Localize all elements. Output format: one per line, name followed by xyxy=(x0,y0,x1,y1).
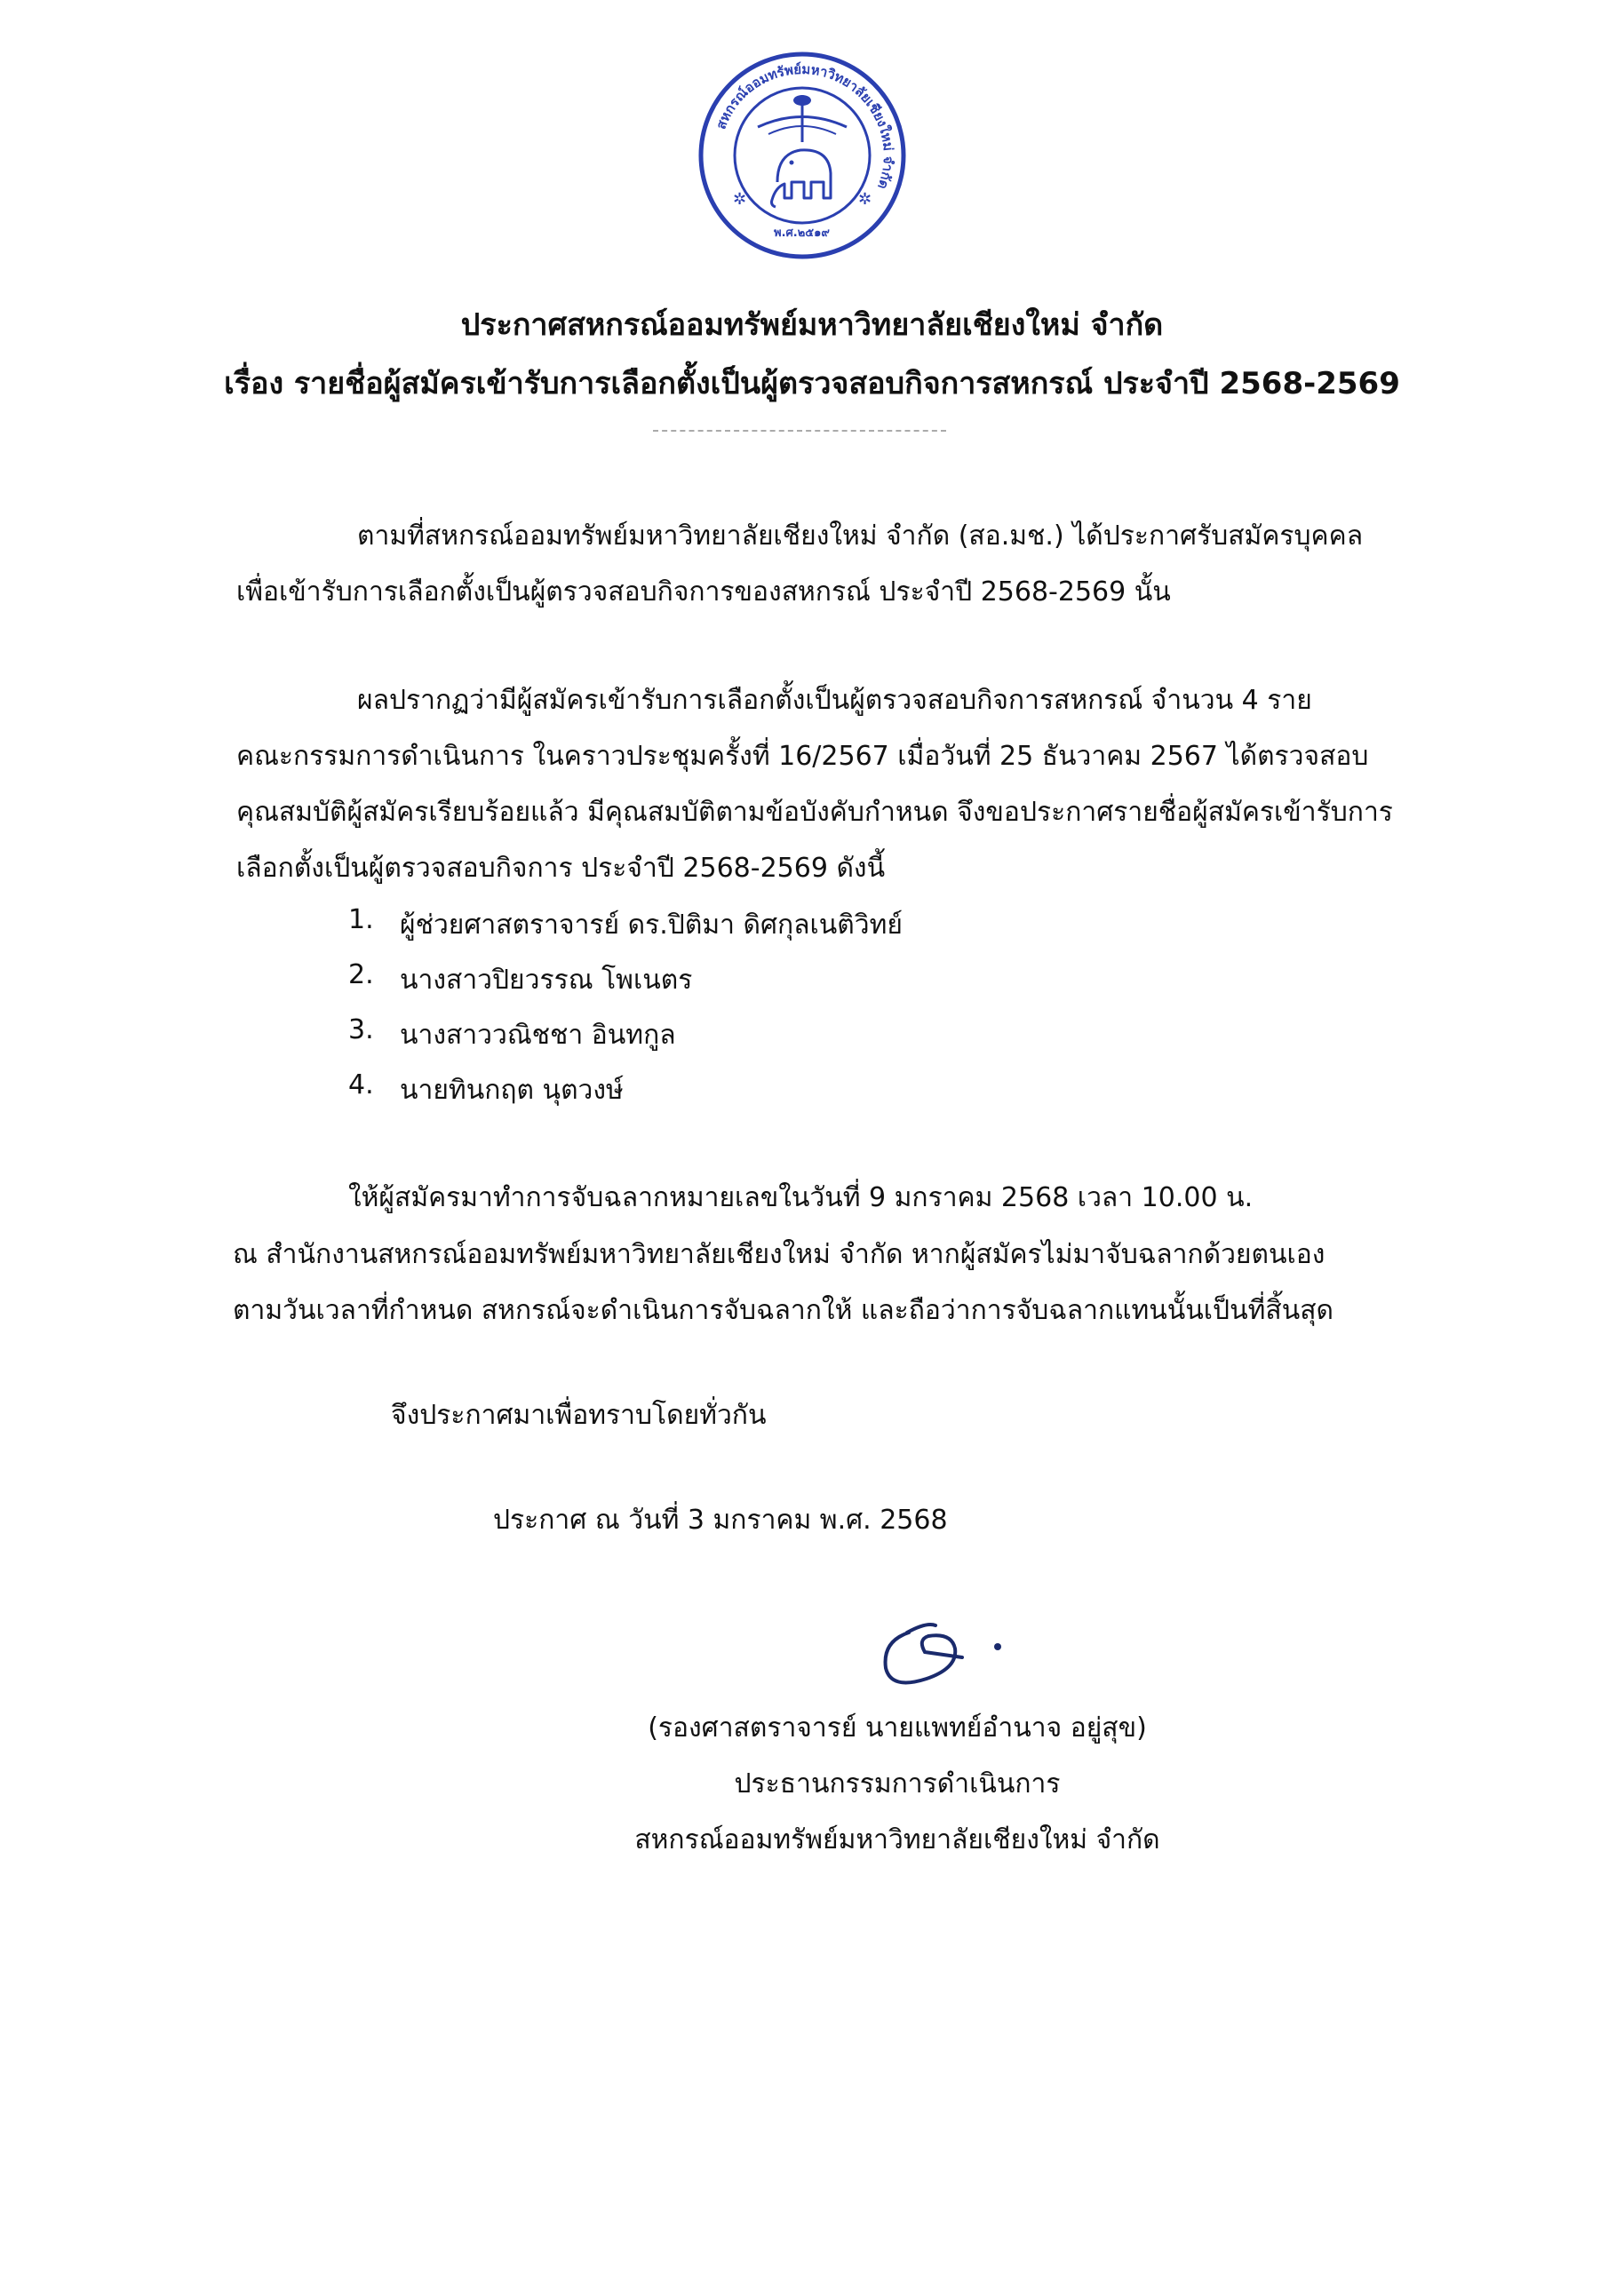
candidate-number: 2. xyxy=(348,959,374,990)
candidate-name: นางสาวปิยวรรณ โพเนตร xyxy=(400,965,693,996)
candidate-number: 3. xyxy=(348,1014,374,1045)
para2-line1: ผลปรากฏว่ามีผู้สมัครเข้ารับการเลือกตั้งเป็นผู้ตรวจสอบกิจการสหกรณ์ จำนวน 4 ราย xyxy=(357,685,1312,716)
para3-line3: ตามวันเวลาที่กำหนด สหกรณ์จะดำเนินการจับฉลากให้ และถือว่าการจับฉลากแทนนั้นเป็นที่สิ้นสุด xyxy=(233,1295,1333,1326)
candidate-number: 1. xyxy=(348,904,374,935)
announcement-subject: เรื่อง รายชื่อผู้สมัครเข้ารับการเลือกตั้งเป็นผู้ตรวจสอบกิจการสหกรณ์ ประจำปี 2568-2569 xyxy=(224,366,1400,401)
para3-line2: ณ สำนักงานสหกรณ์ออมทรัพย์มหาวิทยาลัยเชียงใหม่ จำกัด หากผู้สมัครไม่มาจับฉลากด้วยตนเอง xyxy=(233,1239,1325,1270)
para2-line4: เลือกตั้งเป็นผู้ตรวจสอบกิจการ ประจำปี 2568-2569 ดังนี้ xyxy=(236,853,886,884)
cooperative-seal-logo xyxy=(696,49,909,262)
svg-text:สหกรณ์ออมทรัพย์มหาวิทยาลัยเชีย: สหกรณ์ออมทรัพย์มหาวิทยาลัยเชียงใหม่ จำกัด xyxy=(712,60,897,192)
para1-line1: ตามที่สหกรณ์ออมทรัพย์มหาวิทยาลัยเชียงใหม่ จำกัด (สอ.มช.) ได้ประกาศรับสมัครบุคคล xyxy=(357,520,1364,552)
para3-line1: ให้ผู้สมัครมาทำการจับฉลากหมายเลขในวันที่ 9 มกราคม 2568 เวลา 10.00 น. xyxy=(348,1182,1254,1213)
para1-line2: เพื่อเข้ารับการเลือกตั้งเป็นผู้ตรวจสอบกิจการของสหกรณ์ ประจำปี 2568-2569 นั้น xyxy=(236,576,1171,608)
divider-line xyxy=(653,430,946,432)
handwritten-signature-icon xyxy=(873,1606,1024,1704)
candidate-number: 4. xyxy=(348,1069,374,1100)
signature-mark xyxy=(873,1606,1024,1704)
announce-line: จึงประกาศมาเพื่อทราบโดยทั่วกัน xyxy=(391,1400,767,1431)
candidate-name: ผู้ช่วยศาสตราจารย์ ดร.ปิติมา ดิศกุลเนติวิทย์ xyxy=(400,910,903,941)
para2-line3: คุณสมบัติผู้สมัครเรียบร้อยแล้ว มีคุณสมบัติตามข้อบังคับกำหนด จึงขอประกาศรายชื่อผู้สมัครเข้ารับการ xyxy=(236,797,1393,828)
signatory-position: ประธานกรรมการดำเนินการ xyxy=(734,1768,1061,1799)
candidate-name: นางสาววณิชชา อินทกูล xyxy=(400,1020,676,1051)
announcement-title: ประกาศสหกรณ์ออมทรัพย์มหาวิทยาลัยเชียงใหม่ จำกัด xyxy=(460,307,1164,343)
candidate-name: นายทินกฤต นุตวงษ์ xyxy=(400,1075,624,1106)
svg-text:✲: ✲ xyxy=(858,190,872,209)
para2-line2: คณะกรรมการดำเนินการ ในคราวประชุมครั้งที่ 16/2567 เมื่อวันที่ 25 ธันวาคม 2567 ได้ตรวจสอบ xyxy=(236,741,1369,772)
signatory-name: (รองศาสตราจารย์ นายแพทย์อำนาจ อยู่สุข) xyxy=(648,1712,1147,1744)
svg-text:✲: ✲ xyxy=(733,190,747,209)
announcement-date: ประกาศ ณ วันที่ 3 มกราคม พ.ศ. 2568 xyxy=(493,1505,948,1536)
signatory-organization: สหกรณ์ออมทรัพย์มหาวิทยาลัยเชียงใหม่ จำกัด xyxy=(634,1824,1160,1855)
seal-year: พ.ศ.๒๕๑๙ xyxy=(774,226,830,240)
